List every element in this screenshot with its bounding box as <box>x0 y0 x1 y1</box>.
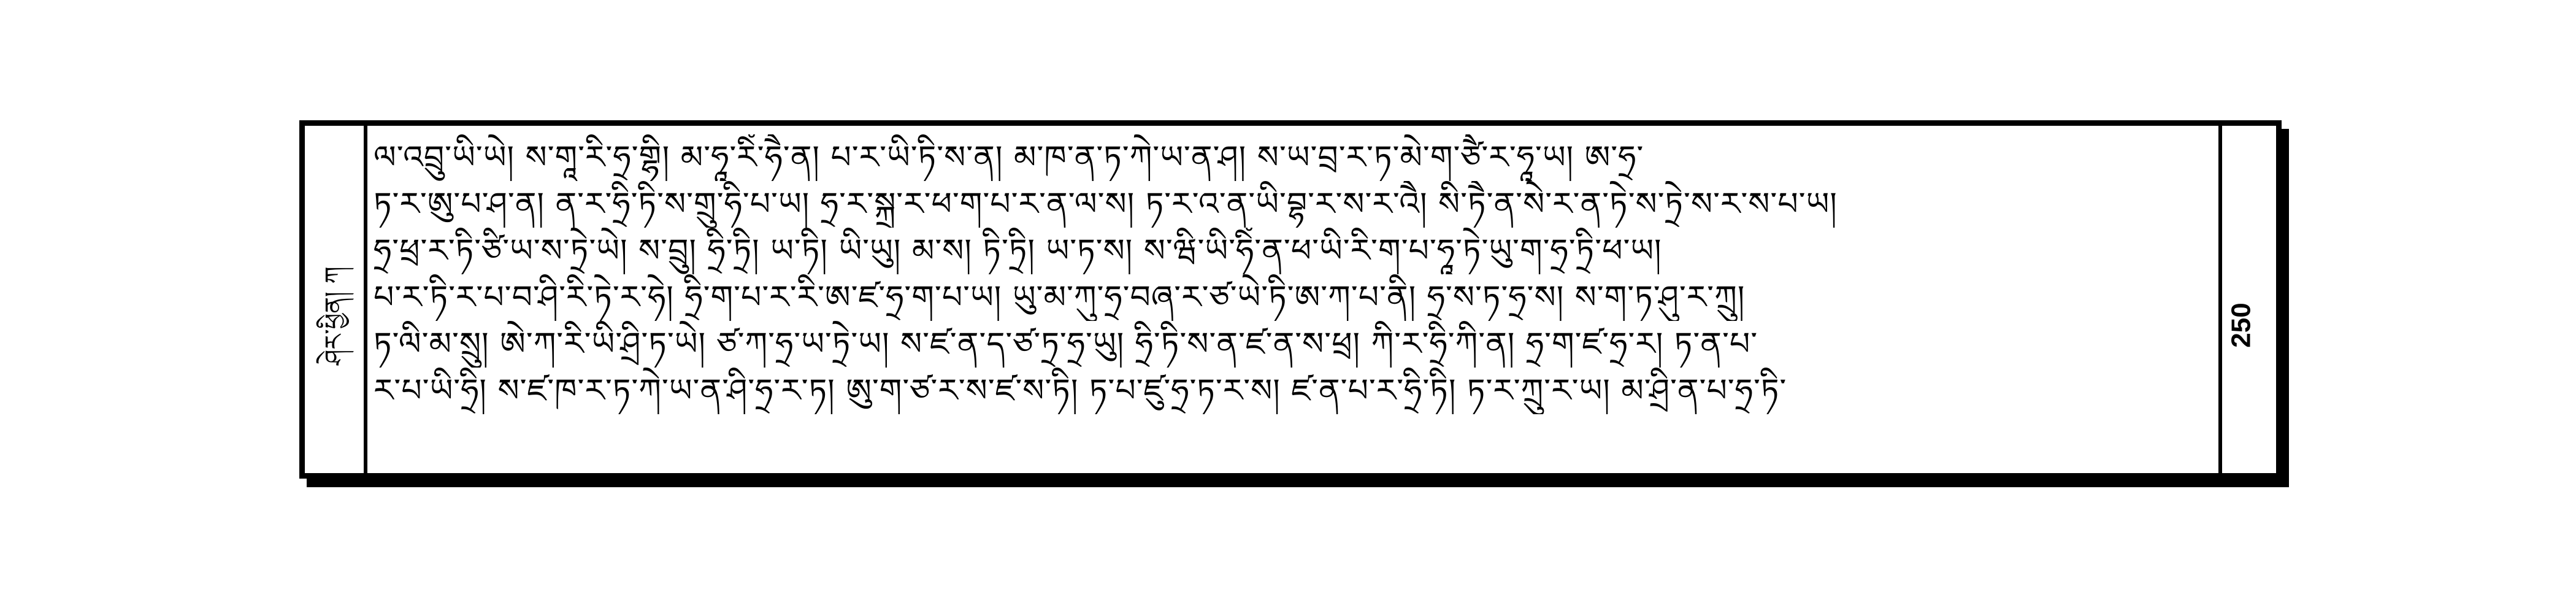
left-margin <box>305 126 367 473</box>
text-line-1: ལ་འབྲུ་ཡི་ཡེ། ས་གཱ་རི་ཧྲ་གྷི། མ་ཧཱ་རིཾ་ཧཻ་ན། པ་ར་ཡི་ཏི་ས་ན། མ་ཁ་ན་ཏ་ཀེ་ཡ་ན་ཤ། ས་ཡ་བྲ་ར་ཏ་མེ་ག་ཙཻ་ར་ཧཱ་ཡ། ཨ་ཧྲ་ <box>374 139 1644 176</box>
manuscript-folio <box>299 120 2282 479</box>
text-line-2: ཏ་ར་ཨུ་པ་ཤ་ན། ན་ར་ཧྲི་ཏི་ས་གྲུ་ཧི་པ་ཡ། ཧྲ་ར་སྐྲ་ར་ཕ་ག་པ་ར་ན་ལ་ས། ཏ་ར་འ་ན་ཡི་བྷ་ར་ས་ར་འཻ། སི་ཏཻ་ན་སེ་ར་ན་ཏེ་ས་ཏྲེ་ས་ར་ས་པ་ཡ། <box>374 186 1838 223</box>
right-margin <box>2218 126 2276 473</box>
text-line-4: པ་ར་ཏི་ར་པ་བ་ཤི་རི་ཏེ་ར་ཧེ། ཧྲི་ག་པ་ར་རི་ཨ་ཛ་ཧྲ་ག་པ་ཡ། ཡུ་མ་ཀུ་ཧྲ་བཞ་ར་ཙ་ཡེ་ཏི་ཨ་ཀ་པ་ནི། ཧྲ་ས་ཏ་ཧྲ་ས། ས་ག་ཏ་ཤུ་ར་ཀྲུ། <box>374 279 1746 316</box>
text-line-5: ཏ་ལི་མ་སྲུ། ཨེ་ཀ་རི་ཡི་ཤྲི་ཏ་ཡེ། ཙ་ཀ་ཧྲ་ཡ་ཏྲེ་ཡ། ས་ཛ་ན་ད་ཙ་ཏྲ་ཧྲ་ཡུ། ཧྲི་ཏི་ས་ན་ཛ་ན་ས་ཕྲ། ཀི་ར་ཧྲི་ཀི་ན། ཧྲ་ག་ཛ་ཧྲ་ར། ཏ་ན་པ་ <box>374 326 1758 363</box>
margin-title: ཤེར་ཕྱིན། ཀ <box>320 266 348 365</box>
text-line-6: ར་པ་ཡི་ཧྲི། ས་ཛ་ཁ་ར་ཏ་ཀེ་ཡ་ན་ཤི་ཧྲ་ར་ཏ། ཨུ་ག་ཙ་ར་ས་ཛ་ས་ཏི། ཏ་པ་ཛུ་ཧྲ་ཏ་ར་ས། ཛ་ན་པ་ར་ཧྲི་ཏི། ཏ་ར་ཀྲུ་ར་ཡ། མ་ཤྲི་ན་པ་ཧྲ་ཏི་ <box>374 372 1787 409</box>
page-number: 250 <box>2226 303 2256 348</box>
text-block <box>374 134 2220 472</box>
text-line-3: ཧྲ་ཕྲ་ར་ཏི་ཙི་ཡ་ས་ཏྲེ་ཡེ། ས་བྲུ། ཧྲི་ཏྲི། ཡ་ཏི། ཡི་ཡུ། མ་ས། ཏི་ཏྲི། ཡ་ཏ་ས། ས་ཝི་ཡི་ཧིཾ་ན་ཕ་ཡི་རི་ག་པ་ཧཱ་ཏེ་ཡུ་ག་ཧྲ་ཏྲི་ཕ་ཡ། <box>374 233 1662 269</box>
